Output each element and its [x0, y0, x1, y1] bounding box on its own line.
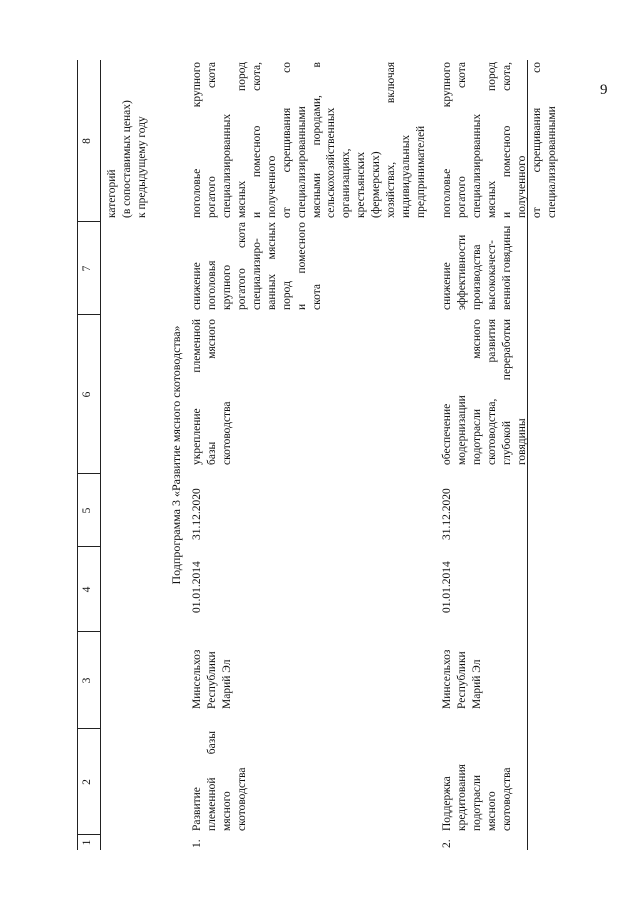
- text-line: обеспечение: [441, 403, 453, 465]
- text-line: пород: [280, 281, 293, 310]
- text-line: предпринимателей: [415, 125, 428, 218]
- text-line: мясными породами, в: [310, 62, 323, 218]
- text-line: рогатого скота: [205, 62, 218, 218]
- text-line: Марий Эл: [220, 659, 233, 709]
- page-number: 9: [600, 82, 608, 98]
- text-line: полученного: [265, 155, 278, 218]
- text-line: Республики: [205, 651, 218, 709]
- row-2-end-date: 31.12.2020: [441, 488, 453, 540]
- column-number: 2: [81, 779, 93, 785]
- text-line: кредитования: [455, 764, 468, 831]
- text-line: специализированными: [545, 106, 558, 218]
- row-1-start-date: 01.01.2014: [191, 561, 203, 613]
- text-line: специализированных: [470, 113, 483, 218]
- column-number-row-border: [100, 60, 101, 850]
- text-line: подотрасли: [470, 774, 483, 831]
- text-line: высококачест-: [485, 240, 498, 310]
- text-line: поголовья: [205, 260, 218, 310]
- column-number: 3: [81, 677, 93, 684]
- text-line: производства: [470, 244, 483, 310]
- text-line: эффективности: [455, 234, 468, 310]
- text-line: рогатого скота: [235, 222, 248, 310]
- text-line: модернизации: [455, 395, 468, 465]
- text-line: полученного: [515, 155, 528, 218]
- text-line: мясных пород: [235, 62, 248, 218]
- text-line: мясных пород: [485, 62, 498, 218]
- text-line: и помесного скота,: [500, 62, 513, 218]
- text-line: мясного: [485, 791, 498, 831]
- row-1-number: 1.: [191, 839, 203, 848]
- text-line: скотоводства: [220, 401, 233, 465]
- text-line: от скрещивания со: [530, 62, 543, 218]
- text-line: категорий: [106, 169, 118, 218]
- text-line: организациях,: [340, 148, 353, 218]
- row-2-result: [440, 319, 530, 465]
- text-line: специализиро-: [250, 238, 263, 310]
- row-1-name: [190, 731, 250, 831]
- text-line: к предыдущему году: [135, 116, 148, 218]
- text-line: (в сопоставимых ценах): [120, 100, 133, 218]
- row-2-start-date: 01.01.2014: [441, 561, 453, 613]
- text-line: индивидуальных: [400, 134, 413, 218]
- text-line: подотрасли мясного: [470, 319, 483, 465]
- text-line: (фермерских): [370, 151, 383, 218]
- rotated-table: [77, 60, 562, 850]
- text-line: глубокой переработки: [500, 319, 513, 465]
- text-line: скотоводства: [500, 767, 513, 831]
- text-line: Марий Эл: [470, 659, 483, 709]
- column-number: 5: [81, 507, 93, 514]
- table-top-border: [77, 60, 78, 850]
- text-line: венной говядины: [500, 225, 513, 310]
- row-2-name: [440, 731, 515, 831]
- text-line: снижение: [191, 262, 203, 310]
- text-line: специализированных: [220, 113, 233, 218]
- text-line: скота: [310, 284, 323, 310]
- text-line: мясного: [220, 791, 233, 831]
- text-line: поголовье крупного: [441, 62, 453, 218]
- column-number: 4: [81, 586, 93, 593]
- row-2-consequence: [440, 222, 515, 310]
- text-line: крупного: [220, 264, 233, 310]
- text-line: ванных мясных: [265, 222, 278, 310]
- text-line: и помесного: [295, 222, 308, 310]
- text-line: от скрещивания со: [280, 62, 293, 218]
- text-line: Минсельхоз: [191, 649, 203, 709]
- subprogram-title: Подпрограмма 3 «Развитие мясного скотоводства»: [169, 325, 183, 585]
- row-1-executor: [190, 629, 235, 709]
- row-1-end-date: 31.12.2020: [191, 488, 203, 540]
- column-number: 1: [81, 839, 93, 846]
- text-line: снижение: [441, 262, 453, 310]
- text-line: хозяйствах, включая: [385, 62, 398, 218]
- column-number: 8: [81, 138, 93, 144]
- text-line: сельскохозяйственных: [325, 107, 338, 218]
- row-2-executor: [440, 629, 485, 709]
- text-line: укрепление племенной: [191, 319, 203, 465]
- text-line: крестьянских: [355, 151, 368, 218]
- text-line: скотоводства, развития: [485, 319, 498, 465]
- text-line: специализированными: [295, 106, 308, 218]
- row-1-consequence: [190, 222, 324, 310]
- text-line: говядины: [515, 418, 528, 465]
- text-line: Республики: [455, 651, 468, 709]
- row-2-indicator: [440, 62, 560, 218]
- column-number: 6: [81, 391, 93, 398]
- column-number: 7: [81, 265, 93, 272]
- text-line: Развитие: [191, 787, 203, 831]
- row-1-result: [190, 319, 235, 465]
- text-line: Поддержка: [441, 776, 453, 831]
- continued-indicator-text: [105, 62, 150, 218]
- text-line: базы мясного: [205, 319, 218, 465]
- row-2-number: 2.: [441, 839, 453, 848]
- row-1-indicator: [190, 62, 429, 218]
- text-line: рогатого скота: [455, 62, 468, 218]
- text-line: скотоводства: [235, 767, 248, 831]
- text-line: Минсельхоз: [441, 649, 453, 709]
- text-line: племенной базы: [205, 731, 218, 831]
- text-line: и помесного скота,: [250, 62, 263, 218]
- text-line: поголовье крупного: [191, 62, 203, 218]
